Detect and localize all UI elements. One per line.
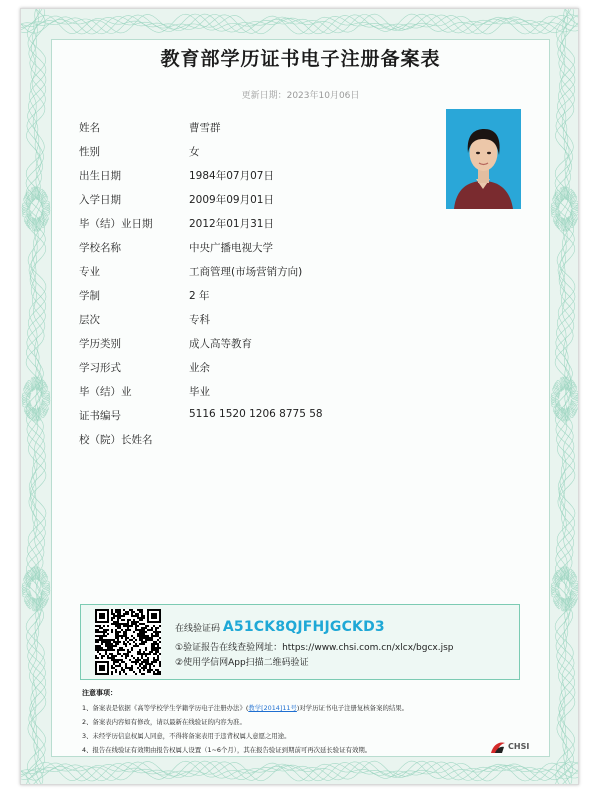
note-1-link[interactable]: 教学[2014]11号 <box>248 704 297 712</box>
field-label: 学校名称 <box>79 242 121 254</box>
field-value: 毕业 <box>189 386 210 398</box>
note-1 <box>82 703 408 712</box>
qr-code-icon[interactable] <box>95 609 161 675</box>
verify-code-label: 在线验证码 <box>175 624 221 634</box>
field-label: 学习形式 <box>79 362 121 374</box>
note-3: 3、未经学历信息权属人同意，不得将备案表用于违背权属人意愿之用途。 <box>82 732 291 740</box>
verify-code: A51CK8QJFHJGCKD3 <box>222 619 385 635</box>
field-label: 毕（结）业 <box>79 386 132 398</box>
field-label: 毕（结）业日期 <box>79 218 153 230</box>
field-label: 学制 <box>79 290 100 302</box>
field-value: 中央广播电视大学 <box>189 242 273 254</box>
id-photo <box>446 109 521 209</box>
field-label: 性别 <box>79 146 100 158</box>
field-value: 专科 <box>189 314 210 326</box>
field-label: 校（院）长姓名 <box>79 434 153 446</box>
update-date: 更新日期：2023年10月06日 <box>241 91 360 101</box>
field-value: 曹雪群 <box>189 122 221 134</box>
field-label: 姓名 <box>79 122 100 134</box>
portrait-image <box>446 109 521 209</box>
field-value: 工商管理(市场营销方向) <box>189 266 303 278</box>
field-value: 2009年09月01日 <box>189 194 274 206</box>
field-label: 出生日期 <box>79 170 121 182</box>
field-label: 学历类别 <box>79 338 121 350</box>
field-value: 1984年07月07日 <box>189 170 274 182</box>
field-value: 成人高等教育 <box>189 338 252 350</box>
note-2: 2、备案表内容如有修改，请以最新在线验证的内容为准。 <box>82 718 246 726</box>
verification-box <box>80 604 520 680</box>
note-4: 4、报告在线验证有效期由报告权属人设置（1~6个月），其在报告验证到期前可再次延长验证有效期。 <box>82 746 372 754</box>
note-1-text-a: 1、备案表是依据《高等学校学生学籍学历电子注册办法》( <box>82 704 249 712</box>
note-1-text-b: )对学历证书电子注册复核备案的结果。 <box>296 704 409 712</box>
field-value: 女 <box>189 146 200 158</box>
field-value: 2 年 <box>189 290 210 302</box>
document-title: 教育部学历证书电子注册备案表 <box>160 48 441 70</box>
field-value: 5116 1520 1206 8775 58 <box>189 408 323 420</box>
field-value: 业余 <box>189 362 210 374</box>
verify-code-line <box>175 619 385 635</box>
field-label: 入学日期 <box>79 194 121 206</box>
notes-title: 注意事项： <box>82 689 117 697</box>
field-label: 证书编号 <box>79 410 121 422</box>
field-value: 2012年01月31日 <box>189 218 274 230</box>
verify-app-line: ②使用学信网App扫描二维码验证 <box>175 658 309 668</box>
field-label: 专业 <box>79 266 100 278</box>
chsi-logo-text: CHSI <box>508 742 530 751</box>
field-label: 层次 <box>79 314 100 326</box>
verify-url-line: ①验证报告在线查验网址：https://www.chsi.com.cn/xlcx/bgcx.jsp <box>175 643 454 653</box>
